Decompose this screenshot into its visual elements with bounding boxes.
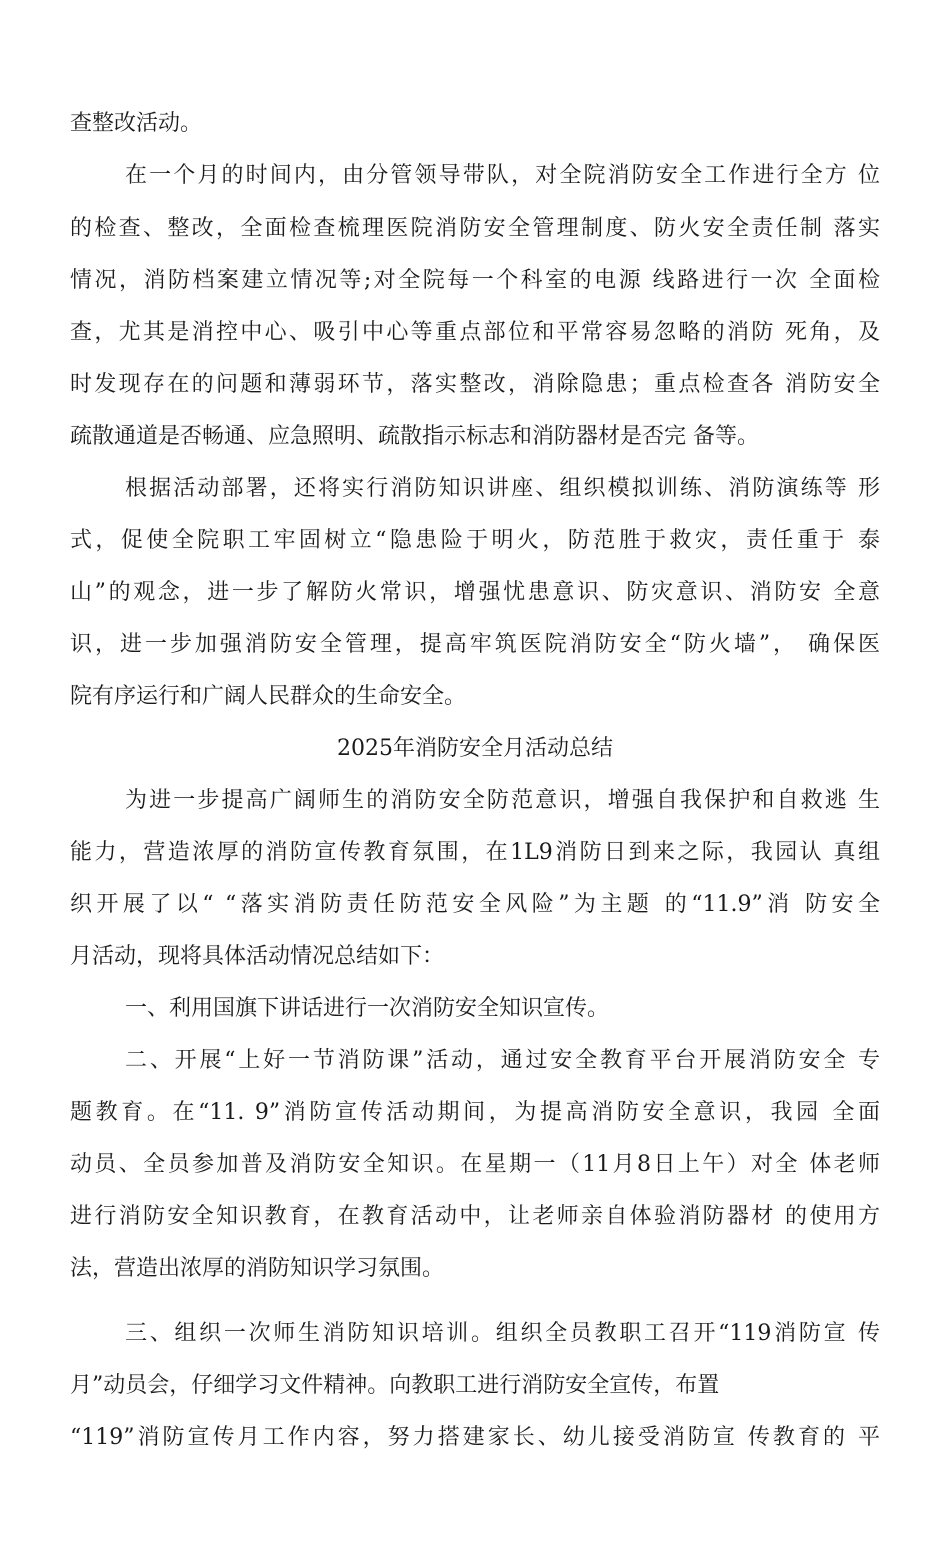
paragraph-line: 查，尤其是消控中心、吸引中心等重点部位和平常容易忽略的消防 死角，及 xyxy=(70,320,880,345)
paragraph-line: 一、利用国旗下讲话进行一次消防安全知识宣传。 xyxy=(125,996,610,1021)
paragraph-line: 疏散通道是否畅通、应急照明、疏散指示标志和消防器材是否完 备等。 xyxy=(70,424,759,449)
paragraph-line: “119”消防宣传月工作内容，努力搭建家长、幼儿接受消防宣 传教育的 平 xyxy=(70,1425,880,1450)
paragraph-line: 的检查、整改，全面检查梳理医院消防安全管理制度、防火安全责任制 落实 xyxy=(70,216,880,241)
paragraph-line: 法，营造出浓厚的消防知识学习氛围。 xyxy=(70,1256,445,1281)
paragraph-line: 院有序运行和广阔人民群众的生命安全。 xyxy=(70,684,467,709)
paragraph-line: 时发现存在的问题和薄弱环节，落实整改，消除隐患；重点检查各 消防安全 xyxy=(70,372,880,397)
paragraph-line: 式，促使全院职工牢固树立“隐患险于明火，防范胜于救灾，责任重于 泰 xyxy=(70,528,880,553)
paragraph-line: 能力，营造浓厚的消防宣传教育氛围，在1L9消防日到来之际，我园认 真组 xyxy=(70,840,880,865)
paragraph-line: 织开展了以“ “落实消防责任防范安全风险”为主题 的“11.9”消 防安全 xyxy=(70,892,880,917)
paragraph-line: 山”的观念，进一步了解防火常识，增强忧患意识、防灾意识、消防安 全意 xyxy=(70,580,880,605)
paragraph-line: 月”动员会，仔细学习文件精神。向教职工进行消防安全宣传，布置 xyxy=(70,1373,720,1398)
paragraph-line: 三、组织一次师生消防知识培训。组织全员教职工召开“119消防宣 传 xyxy=(125,1321,880,1346)
paragraph-line: 二、开展“上好一节消防课”活动，通过安全教育平台开展消防安全 专 xyxy=(125,1048,880,1073)
paragraph-line: 进行消防安全知识教育，在教育活动中，让老师亲自体验消防器材 的使用方 xyxy=(70,1204,880,1229)
paragraph-line: 动员、全员参加普及消防安全知识。在星期一（11月8日上午）对全 体老师 xyxy=(70,1152,880,1177)
paragraph-line: 在一个月的时间内，由分管领导带队，对全院消防安全工作进行全方 位 xyxy=(125,163,880,188)
paragraph-line: 题教育。在“11. 9”消防宣传活动期间，为提高消防安全意识，我园 全面 xyxy=(70,1100,880,1125)
paragraph-line: 为进一步提高广阔师生的消防安全防范意识，增强自我保护和自救逃 生 xyxy=(125,788,880,813)
paragraph-line: 查整改活动。 xyxy=(70,111,203,136)
paragraph-line: 月活动，现将具体活动情况总结如下： xyxy=(70,944,445,969)
paragraph-line: 识，进一步加强消防安全管理，提高牢筑医院消防安全“防火墙”， 确保医 xyxy=(70,632,880,657)
paragraph-line: 情况，消防档案建立情况等;对全院每一个科室的电源 线路进行一次 全面检 xyxy=(70,268,880,293)
section-title: 2025年消防安全月活动总结 xyxy=(337,736,613,761)
paragraph-line: 根据活动部署，还将实行消防知识讲座、组织模拟训练、消防演练等 形 xyxy=(125,476,880,501)
